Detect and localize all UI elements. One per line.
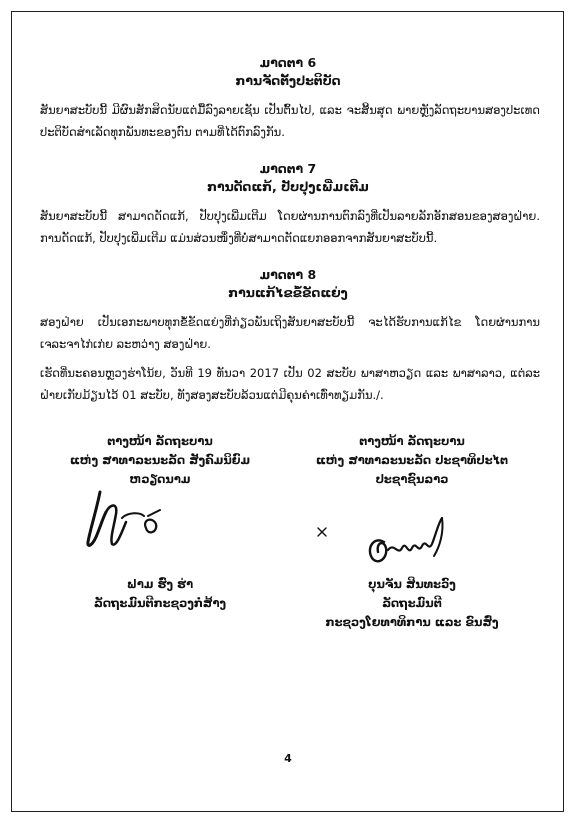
article-8-heading bbox=[0, 266, 576, 302]
right-signature-image bbox=[314, 512, 464, 572]
signatory-line: ປະຊາຊົນລາວ bbox=[375, 472, 449, 486]
article-8-paragraph: ສອງຝ່າຍ ເປັນເອກະພາບທຸກຂໍ້ຂັດແຍ່ງທີ່ກ່ຽວພັນເຖິງສັນຍາສະບັບນີ້ ຈະໄດ້ຮັບການແກ້ໄຂ ໂດຍຜ່ານການເຈລະຈາໄກ່ເກ່ຍ ລະຫວ່າງ ສອງຝ່າຍ. bbox=[40, 315, 540, 351]
signatory-line: ລັດຖະມົນຕີ bbox=[382, 596, 442, 610]
page-number: 4 bbox=[284, 752, 292, 765]
signing-paragraph: ເຮັດທີ່ນະຄອນຫຼວງຮ່າໂນ້ຍ, ວັນທີ 19 ທັນວາ 2017 ເປັນ 02 ສະບັບ ພາສາຫວຽດ ແລະ ພາສາລາວ, ແຕ່ລະຝ່າຍເກັບມ້ຽນໄວ້ 01 ສະບັບ, ທັງສອງສະບັບລ້ວນແຕ່ມີຄຸນຄ່າເທົ່າທຽມກັນ./. bbox=[40, 366, 540, 402]
signatory-line: ຟາມ ຮົ່ງ ຮ່າ bbox=[126, 577, 194, 591]
signatory-line: ລັດຖະມົນຕີກະຊວງກໍ່ສ້າງ bbox=[93, 596, 226, 610]
article-title: ການຈັດຕັ້ງປະຕິບັດ bbox=[235, 73, 341, 88]
right-signatory-name bbox=[292, 575, 532, 632]
signatory-line: ຕາງໜ້າ ລັດຖະບານ bbox=[359, 434, 465, 448]
article-number: ມາດຕາ 6 bbox=[259, 55, 317, 70]
signatory-line: ແຫ່ງ ສາທາລະນະລັດ ປະຊາທິປະໄຕ bbox=[315, 453, 509, 467]
signatory-line: ແຫ່ງ ສາທາລະນະລັດ ສັງຄົມນິຍົມ bbox=[69, 453, 251, 467]
signatory-line: ຫວຽດນາມ bbox=[129, 472, 191, 486]
left-signatory-name bbox=[40, 575, 280, 613]
article-title: ການແກ້ໄຂຂໍ້ຂັດແຍ່ງ bbox=[228, 285, 348, 300]
right-signatory-header bbox=[292, 432, 532, 489]
left-signature-image bbox=[82, 482, 192, 552]
article-7-paragraph: ສັນຍາສະບັບນີ້ ສາມາດດັດແກ້, ປັບປຸງເພີ່ມເຕີມ ໂດຍຜ່ານການຕົກລົງທີ່ເປັນລາຍລັກອັກສອນຂອງສອງຝ່າຍ. ການດັດແກ້, ປັບປຸງເພີ່ມເຕີມ ແມ່ນສ່ວນໜຶ່ງທີ່ບໍ່ສາມາດຕັດແຍກອອກຈາກສັນຍາສະບັບນີ້. bbox=[40, 209, 540, 245]
signatory-line: ຕາງໜ້າ ລັດຖະບານ bbox=[107, 434, 213, 448]
article-number: ມາດຕາ 8 bbox=[259, 267, 317, 282]
left-signatory-header bbox=[40, 432, 280, 489]
article-number: ມາດຕາ 7 bbox=[259, 161, 317, 176]
signatory-line: ກະຊວງໂຍທາທິການ ແລະ ຂົນສົ່ງ bbox=[325, 615, 499, 629]
article-title: ການດັດແກ້, ປັບປຸງເພີ່ມເຕີມ bbox=[207, 179, 369, 194]
article-6-heading bbox=[0, 54, 576, 90]
signatory-line: ບຸນຈັນ ສິນທະວົງ bbox=[368, 577, 456, 591]
article-7-heading bbox=[0, 160, 576, 196]
article-6-paragraph: ສັນຍາສະບັບນີ້ ມີຜົນສັກສິດນັບແຕ່ມື້ລົງລາຍເຊັນ ເປັນຕົ້ນໄປ, ແລະ ຈະສິ້ນສຸດ ພາຍຫຼັງລັດຖະບານສອງປະເທດ ປະຕິບັດສຳເລັດທຸກພັນທະຂອງຕົນ ຕາມທີ່ໄດ້ຕົກລົງກັນ. bbox=[40, 103, 540, 139]
